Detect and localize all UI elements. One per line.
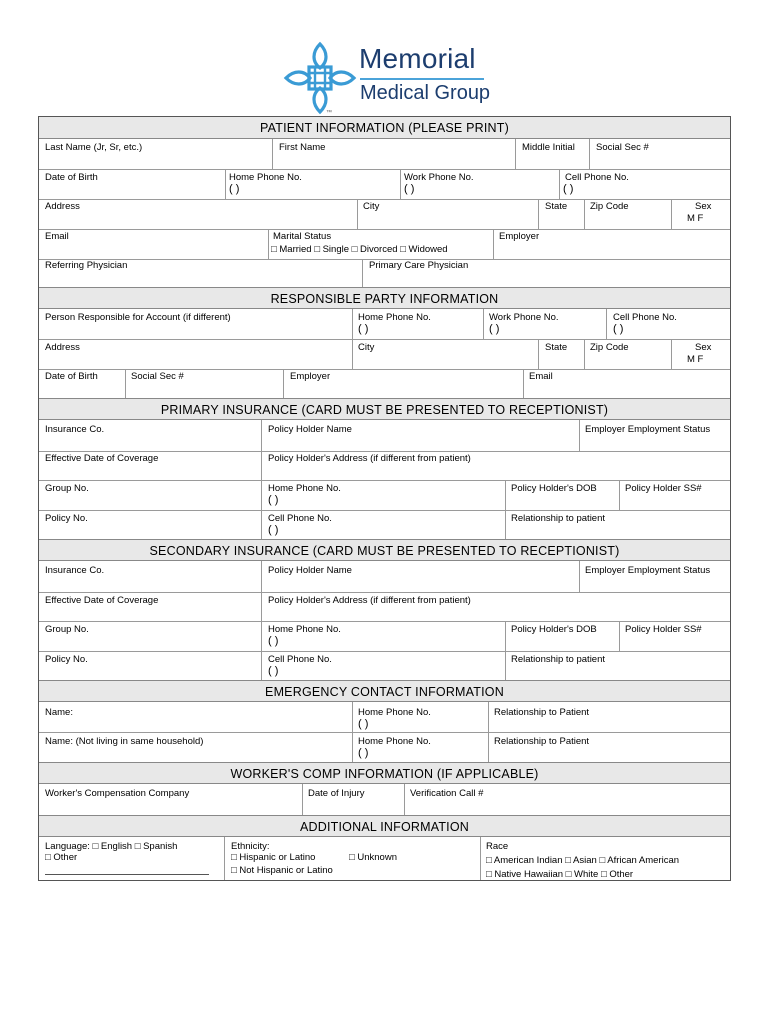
emergency-home-phone-field[interactable]: Home Phone No. [358,707,431,718]
resp-cell-phone-field[interactable]: Cell Phone No. [613,312,677,323]
policy-holder-ss-field[interactable]: Policy Holder SS# [625,483,702,494]
section-header-responsible [39,287,730,309]
resp-city-field[interactable]: City [358,342,375,353]
race-options-row1[interactable]: □ American Indian □ Asian □ African American [486,855,680,866]
responsible-person-field[interactable]: Person Responsible for Account (if different) [45,312,231,323]
emergency-name-field[interactable]: Name: [45,707,73,718]
first-name-field[interactable]: First Name [279,142,326,153]
sex-options[interactable]: M F [687,213,704,224]
group-no-field[interactable]: Group No. [45,483,89,494]
resp-work-phone-field[interactable]: Work Phone No. [489,312,559,323]
ethnicity-label: Ethnicity: [231,841,270,852]
phone-paren: ( ) [358,747,369,759]
social-sec-field[interactable]: Social Sec # [596,142,649,153]
sex-label: Sex [695,201,712,212]
primary-care-physician-field[interactable]: Primary Care Physician [369,260,469,271]
resp-social-sec-field[interactable]: Social Sec # [131,371,184,382]
resp-sex-label: Sex [695,342,712,353]
logo-trademark: ™ [326,110,332,116]
dob-field[interactable]: Date of Birth [45,172,98,183]
section-header-patient [39,117,730,139]
email-field[interactable]: Email [45,231,69,242]
section-title: PATIENT INFORMATION (PLEASE PRINT) [260,121,509,135]
phone-paren: ( ) [268,524,279,536]
marital-status-options[interactable]: □ Married □ Single □ Divorced □ Widowed [271,244,448,255]
sec-cell-phone-field[interactable]: Cell Phone No. [268,654,332,665]
emergency-name-not-living-field[interactable]: Name: (Not living in same household) [45,736,204,747]
sec-effective-date-field[interactable]: Effective Date of Coverage [45,595,159,606]
effective-date-field[interactable]: Effective Date of Coverage [45,453,159,464]
sec-home-phone-field[interactable]: Home Phone No. [268,624,341,635]
logo-name: Memorial [359,43,476,74]
race-label: Race [486,841,509,852]
phone-paren: ( ) [268,665,279,677]
section-title: SECONDARY INSURANCE (CARD MUST BE PRESENTED TO RECEPTIONIST) [149,544,620,558]
section-header-primary-insurance [39,398,730,420]
language-options[interactable]: Language: □ English □ Spanish [45,841,178,852]
sec-employer-status-field[interactable]: Employer Employment Status [585,565,711,576]
resp-address-field[interactable]: Address [45,342,80,353]
language-other-line[interactable] [45,874,209,875]
resp-sex-options[interactable]: M F [687,354,704,365]
phone-paren: ( ) [358,718,369,730]
sec-policy-holder-dob-field[interactable]: Policy Holder's DOB [511,624,597,635]
resp-dob-field[interactable]: Date of Birth [45,371,98,382]
language-other-option[interactable]: □ Other [45,852,78,863]
workers-comp-company-field[interactable]: Worker's Compensation Company [45,788,190,799]
ethnicity-unknown-option[interactable]: □ Unknown [349,852,397,863]
section-title: EMERGENCY CONTACT INFORMATION [265,685,504,699]
ethnicity-not-hispanic-option[interactable]: □ Not Hispanic or Latino [231,865,333,876]
resp-email-field[interactable]: Email [529,371,553,382]
resp-employer-field[interactable]: Employer [290,371,331,382]
logo [282,40,502,120]
employer-field[interactable]: Employer [499,231,540,242]
ins-home-phone-field[interactable]: Home Phone No. [268,483,341,494]
phone-paren: ( ) [563,183,574,195]
marital-status-label: Marital Status [273,231,332,242]
sec-policy-no-field[interactable]: Policy No. [45,654,88,665]
phone-paren: ( ) [229,183,240,195]
cell-phone-field[interactable]: Cell Phone No. [565,172,629,183]
emergency-relationship-field[interactable]: Relationship to Patient [494,707,590,718]
phone-paren: ( ) [358,323,369,335]
phone-paren: ( ) [268,494,279,506]
section-title: PRIMARY INSURANCE (CARD MUST BE PRESENTED TO RECEPTIONIST) [160,403,609,417]
resp-zip-field[interactable]: Zip Code [590,342,629,353]
section-header-secondary-insurance [39,539,730,561]
date-of-injury-field[interactable]: Date of Injury [308,788,365,799]
policy-no-field[interactable]: Policy No. [45,513,88,524]
address-field[interactable]: Address [45,201,80,212]
section-header-additional [39,815,730,837]
resp-home-phone-field[interactable]: Home Phone No. [358,312,431,323]
referring-physician-field[interactable]: Referring Physician [45,260,128,271]
sec-policy-holder-name-field[interactable]: Policy Holder Name [268,565,352,576]
state-field[interactable]: State [545,201,568,212]
section-header-workers-comp [39,762,730,784]
ins-cell-phone-field[interactable]: Cell Phone No. [268,513,332,524]
section-title: ADDITIONAL INFORMATION [300,820,469,834]
verification-call-field[interactable]: Verification Call # [410,788,484,799]
race-options-row2[interactable]: □ Native Hawaiian □ White □ Other [486,869,634,880]
logo-divider [360,78,484,80]
sec-group-no-field[interactable]: Group No. [45,624,89,635]
ethnicity-hispanic-option[interactable]: □ Hispanic or Latino [231,852,316,863]
emergency2-home-phone-field[interactable]: Home Phone No. [358,736,431,747]
emergency2-relationship-field[interactable]: Relationship to Patient [494,736,590,747]
relationship-field[interactable]: Relationship to patient [511,513,606,524]
section-header-emergency [39,680,730,702]
last-name-field[interactable]: Last Name (Jr, Sr, etc.) [45,142,143,153]
sec-relationship-field[interactable]: Relationship to patient [511,654,606,665]
policy-holder-name-field[interactable]: Policy Holder Name [268,424,352,435]
section-title: RESPONSIBLE PARTY INFORMATION [270,292,499,306]
sec-policy-holder-ss-field[interactable]: Policy Holder SS# [625,624,702,635]
phone-paren: ( ) [404,183,415,195]
employer-status-field[interactable]: Employer Employment Status [585,424,711,435]
patient-registration-form [38,116,731,881]
phone-paren: ( ) [613,323,624,335]
ins-company-field[interactable]: Insurance Co. [45,424,105,435]
work-phone-field[interactable]: Work Phone No. [404,172,474,183]
policy-holder-dob-field[interactable]: Policy Holder's DOB [511,483,597,494]
sec-ins-company-field[interactable]: Insurance Co. [45,565,105,576]
phone-paren: ( ) [268,635,279,647]
home-phone-field[interactable]: Home Phone No. [229,172,302,183]
zip-field[interactable]: Zip Code [590,201,629,212]
section-title: WORKER'S COMP INFORMATION (IF APPLICABLE) [230,767,539,781]
resp-state-field[interactable]: State [545,342,568,353]
logo-subtitle: Medical Group [360,82,491,104]
policy-holder-address-field[interactable]: Policy Holder's Address (if different from patient) [268,453,471,464]
city-field[interactable]: City [363,201,380,212]
phone-paren: ( ) [489,323,500,335]
middle-initial-field[interactable]: Middle Initial [522,142,575,153]
sec-policy-holder-address-field[interactable]: Policy Holder's Address (if different from patient) [268,595,471,606]
logo-cross-icon [282,40,358,116]
